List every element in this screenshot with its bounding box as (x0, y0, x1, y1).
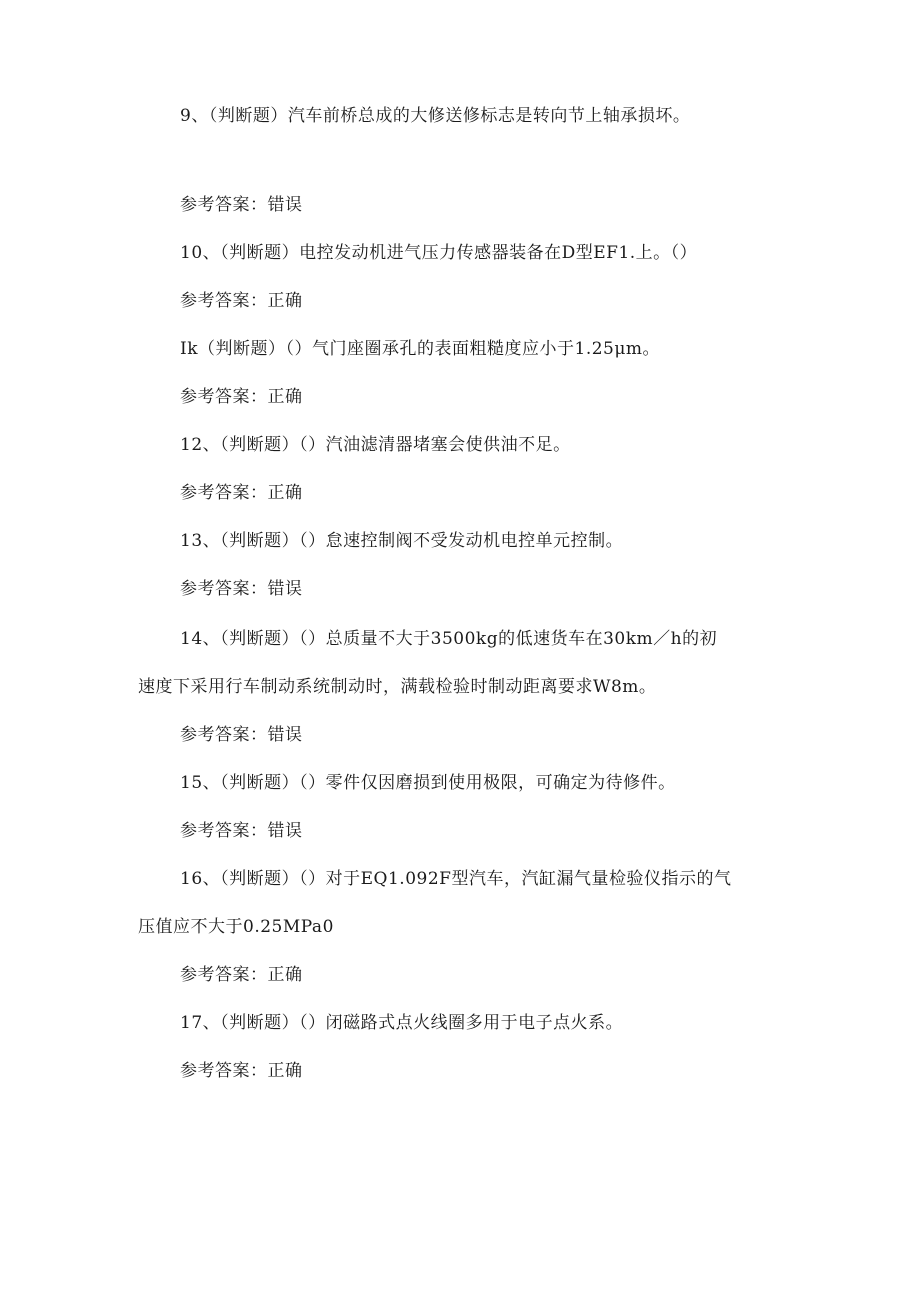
question-16-continued: 压值应不大于0.25MPa0 (138, 917, 334, 937)
answer-12: 参考答案：正确 (180, 483, 303, 503)
answer-9: 参考答案：错误 (180, 195, 303, 215)
answer-15: 参考答案：错误 (180, 821, 303, 841)
question-15: 15、（判断题）（）零件仅因磨损到使用极限，可确定为待修件。 (180, 773, 676, 793)
question-13: 13、（判断题）（）怠速控制阀不受发动机电控单元控制。 (180, 531, 624, 551)
question-17: 17、（判断题）（）闭磁路式点火线圈多用于电子点火系。 (180, 1013, 624, 1033)
answer-10: 参考答案：正确 (180, 291, 303, 311)
question-10: 10、（判断题）电控发动机进气压力传感器装备在D型EF1.上。（） (180, 243, 698, 263)
answer-14: 参考答案：错误 (180, 725, 303, 745)
question-14: 14、（判断题）（）总质量不大于3500kg的低速货车在30km／h的初 (180, 629, 718, 649)
answer-11: 参考答案：正确 (180, 387, 303, 407)
question-11: Ik（判断题）（）气门座圈承孔的表面粗糙度应小于1.25μm。 (180, 339, 661, 359)
question-14-continued: 速度下采用行车制动系统制动时，满载检验时制动距离要求W8m。 (138, 677, 657, 697)
question-9: 9、（判断题）汽车前桥总成的大修送修标志是转向节上轴承损坏。 (180, 106, 691, 126)
answer-17: 参考答案：正确 (180, 1061, 303, 1081)
answer-16: 参考答案：正确 (180, 965, 303, 985)
answer-13: 参考答案：错误 (180, 579, 303, 599)
question-12: 12、（判断题）（）汽油滤清器堵塞会使供油不足。 (180, 435, 571, 455)
question-16: 16、（判断题）（）对于EQ1.092F型汽车，汽缸漏气量检验仪指示的气 (180, 869, 732, 889)
